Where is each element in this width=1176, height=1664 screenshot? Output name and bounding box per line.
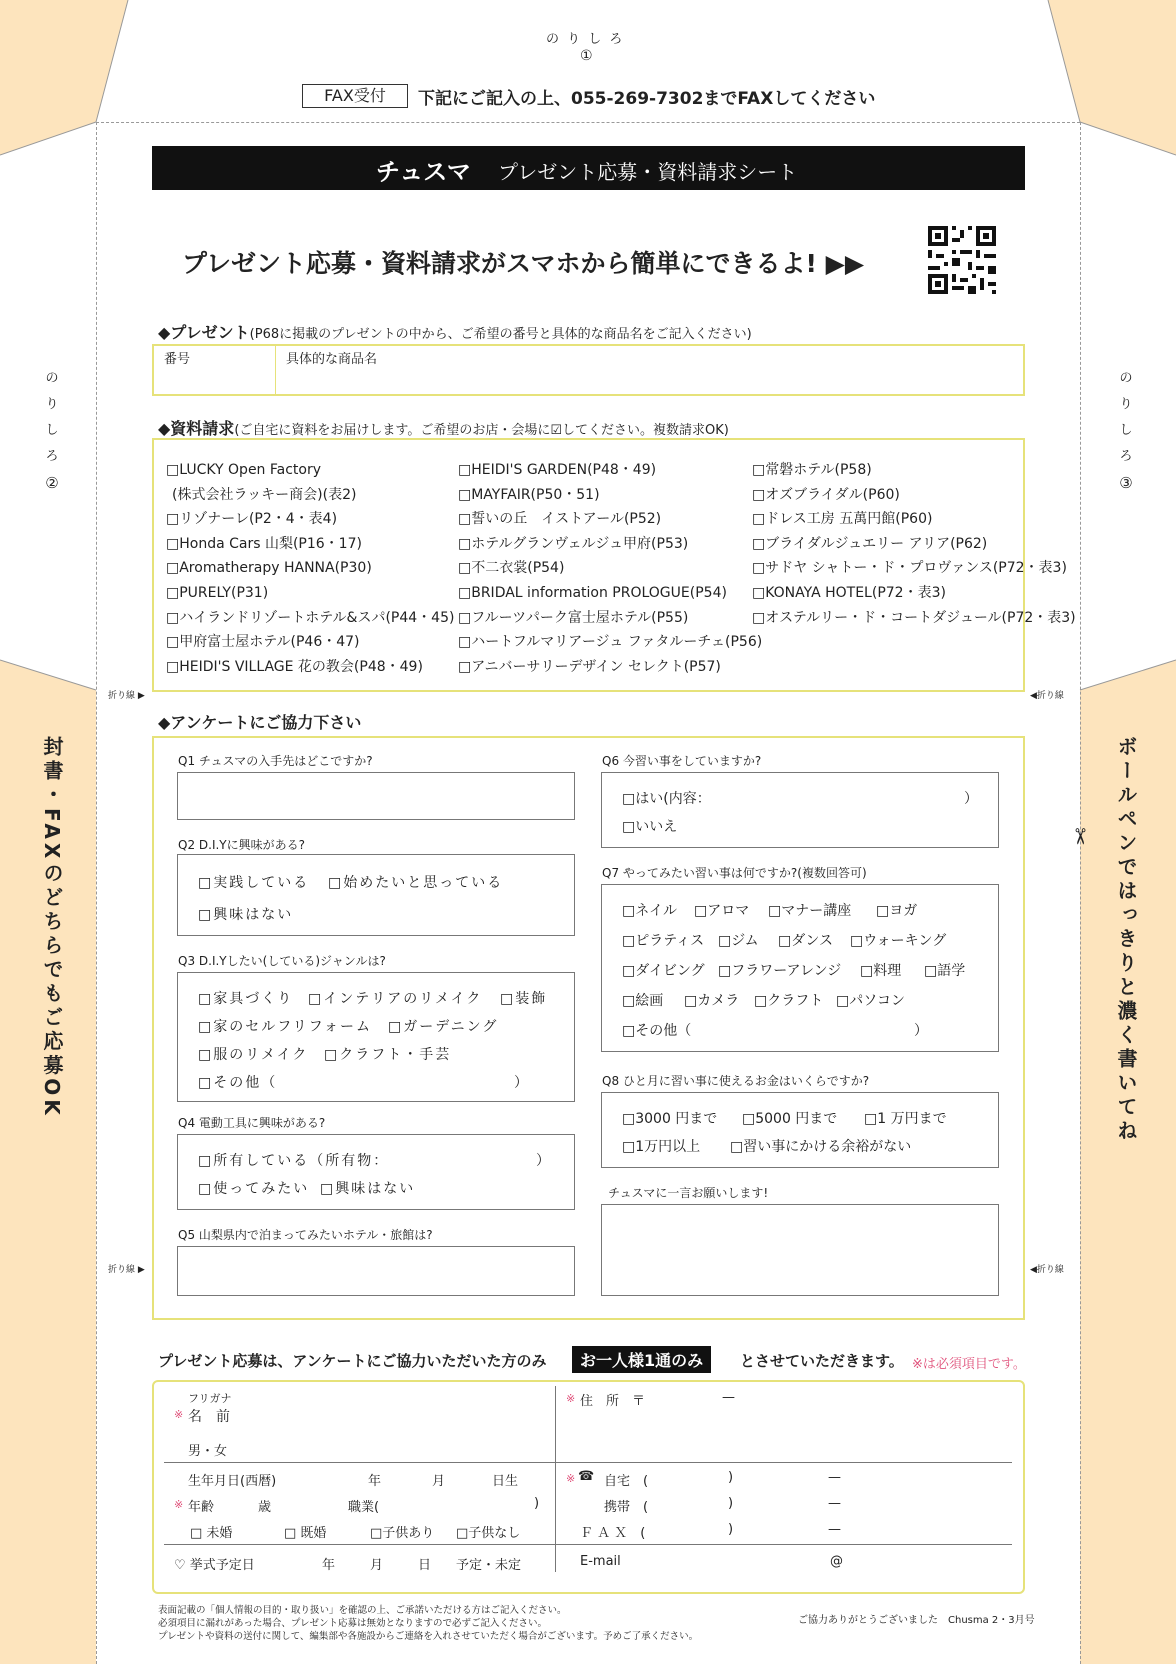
q7-opt-camera[interactable]: □カメラ [684,993,740,1009]
gender-select[interactable]: 男・女 [188,1444,228,1459]
fold-label: 折り線 [1036,1265,1064,1275]
wedding-month: 月 [370,1558,384,1573]
right-glue-char: ろ [1119,449,1133,464]
q6-opt-yes[interactable]: □はい(内容： [622,791,711,807]
furigana-label: フリガナ [188,1392,232,1405]
email-at: @ [830,1554,843,1569]
q3-opt-gardening[interactable]: □ガーデニング [388,1019,499,1035]
right-glue-char: の [1119,371,1133,386]
age-unit: 歳 [258,1500,272,1515]
request-column-2 [458,458,762,679]
footer-note: 必須項目に漏れがあった場合、プレゼント応募は無効となりますので必ずご記入ください。 [158,1618,548,1629]
q2-opt-want-start[interactable]: □始めたいと思っている [328,875,504,891]
banner-brand: チュスマ [376,158,471,186]
q3-opt-self-reform[interactable]: □家のセルフリフォーム [198,1019,372,1035]
request-item-fataluce[interactable]: □ハートフルマリアージュ ファタルーチェ(P56) [458,634,763,651]
fold-mark-left-upper: 折り線 ▶ [108,691,145,701]
footer-note: プレゼントや資料の送付に関して、編集部や各施設からご連絡を入れさせていただく場合がございます。予めご了承ください。 [158,1631,699,1642]
mobile-dash: — [828,1496,841,1511]
request-item-dress-kobo[interactable]: □ドレス工房 五萬円館(P60) [752,511,933,528]
email-field[interactable] [650,1550,1010,1570]
footer-thanks: ご協力ありがとうございました Chusma 2・3月号 [798,1615,1035,1626]
q4-box [177,1134,575,1210]
request-item-fruit-park[interactable]: □フルーツパーク富士屋ホテル(P55) [458,609,689,626]
q3-opt-other[interactable]: □その他（ [198,1075,278,1091]
q3-other-close: ） [514,1075,528,1091]
birth-year: 年 [368,1474,382,1489]
fax-instruction: 下記にご記入の上、055-269-7302までFAXしてください [418,89,876,109]
request-item-mayfair[interactable]: □MAYFAIR(P50・51) [458,486,600,503]
applicant-row-line-2 [164,1544,1012,1545]
marital-married[interactable]: □ 既婚 [284,1526,327,1541]
q2-opt-not-interested[interactable]: □興味はない [198,907,294,923]
q8-opt-3000[interactable]: □3000 円まで [622,1111,718,1127]
q6-opt-no[interactable]: □いいえ [622,819,678,835]
q7-opt-dance[interactable]: □ダンス [778,933,833,949]
request-item-anniversary[interactable]: □アニバーサリーデザイン セレクト(P57) [458,658,721,675]
q7-opt-other[interactable]: □その他（ [622,1023,692,1039]
request-item-tokiwa[interactable]: □常磐ホテル(P58) [752,462,872,478]
q7-label: Q7 やってみたい習い事は何ですか?(複数回答可) [602,866,867,880]
q7-opt-pilates[interactable]: □ピラティス [622,933,705,949]
q7-opt-pc[interactable]: □パソコン [836,993,905,1009]
fold-mark-right-upper: ◀折り線 [1030,691,1064,701]
home-phone-close: ) [728,1470,734,1485]
right-vertical-message: ボールペンではっきりと濃く書いてね [1114,736,1138,1144]
present-number-label: 番号 [164,352,191,367]
phone-icon: ☎ [578,1469,595,1484]
q3-opt-craft[interactable]: □クラフト・手芸 [324,1047,452,1063]
wedding-year: 年 [322,1558,336,1573]
qr-code-icon[interactable] [926,224,998,296]
fold-mark-left-lower: 折り線 ▶ [108,1265,145,1275]
address-field[interactable] [570,1408,1010,1458]
request-item-hostellerie[interactable]: □オステルリー・ド・コートダジュール(P72・表3) [752,609,1076,626]
q2-label: Q2 D.I.Yに興味がある? [178,838,306,852]
request-item-heidis-village[interactable]: □HEIDI'S VILLAGE 花の教会(P48・49) [166,658,423,675]
request-item-heidis-garden[interactable]: □HEIDI'S GARDEN(P48・49) [458,462,657,478]
birth-label: 生年月日(西暦) [188,1474,277,1489]
q7-opt-craft[interactable]: □クラフト [754,993,824,1009]
q5-label: Q5 山梨県内で泊まってみたいホテル・旅館は? [178,1228,433,1242]
request-item-highland[interactable]: □ハイランドリゾートホテル&スパ(P44・45) [166,609,455,626]
left-glue-char: し [45,423,59,438]
present-section-title [158,320,752,343]
children-yes[interactable]: □子供あり [370,1526,435,1541]
q4-own-close: ） [536,1153,550,1169]
right-glue-char: り [1119,397,1133,412]
fold-label: 折り線 [108,691,136,701]
q7-opt-language[interactable]: □語学 [924,963,966,979]
address-required-mark: ※ [566,1392,576,1405]
fax-badge: FAX受付 [302,84,408,108]
q8-opt-no-budget[interactable]: □習い事にかける余裕がない [730,1139,912,1155]
mobile-field[interactable] [650,1492,1000,1512]
name-label: 名 前 [188,1409,230,1425]
right-fold-line [1080,122,1081,1664]
q3-opt-interior[interactable]: □インテリアのリメイク [308,991,483,1007]
request-item-prologue[interactable]: □BRIDAL information PROLOGUE(P54) [458,584,727,601]
job-label: 職業( [348,1500,380,1515]
home-phone-field[interactable] [650,1466,1000,1486]
q4-opt-want-try[interactable]: □使ってみたい [198,1181,310,1197]
q8-opt-over-10000[interactable]: □1万円以上 [622,1139,701,1155]
banner-title: プレゼント応募・資料請求シート [498,160,798,184]
wedding-date-field[interactable] [280,1550,440,1570]
marital-single[interactable]: □ 未婚 [190,1526,233,1541]
left-glue-char: の [45,371,59,386]
q7-opt-manners[interactable]: □マナー講座 [768,903,852,919]
fax-dash: — [828,1522,841,1537]
q6-box [601,772,999,848]
left-fold-line [96,122,97,1664]
applicant-row-line-1 [164,1462,1012,1463]
home-phone-dash: — [828,1470,841,1485]
home-phone-label: 自宅 ( [604,1474,649,1489]
birth-date-field[interactable] [300,1466,480,1486]
q1-answer-field[interactable] [177,772,575,820]
request-column-3 [752,458,1076,630]
request-note: (ご自宅に資料をお届けします。ご希望のお店・会場に☑してください。複数請求OK) [234,423,729,438]
request-item-risonare[interactable]: □リゾナーレ(P2・4・表4) [166,511,338,528]
footer-note: 表面記載の「個人情報の目的・取り扱い」を確認の上、ご承諾いただける方はご記入ください。 [158,1605,567,1616]
mobile-label: 携帯 ( [604,1500,649,1515]
request-item-honda[interactable]: □Honda Cars 山梨(P16・17) [166,535,362,552]
top-fold-line [96,122,1080,123]
q7-opt-nail[interactable]: □ネイル [622,903,677,919]
q7-opt-painting[interactable]: □絵画 [622,993,664,1009]
q3-label: Q3 D.I.Yしたい(している)ジャンルは? [178,954,386,968]
q6-yes-close: ） [964,791,978,807]
request-item-lucky-company: (株式会社ラッキー商会)(表2) [172,486,357,503]
q3-opt-decoration[interactable]: □装飾 [500,991,548,1007]
glue-number-1: ① [580,48,593,64]
request-item-aria[interactable]: □ブライダルジュエリー アリア(P62) [752,535,988,552]
birth-month: 月 [432,1474,446,1489]
left-glue-char: り [45,397,59,412]
q7-opt-aroma[interactable]: □アロマ [694,903,750,919]
q8-box [601,1092,999,1168]
age-label: 年齢 [188,1500,215,1515]
fold-label: 折り線 [108,1265,136,1275]
request-item-oz[interactable]: □オズブライダル(P60) [752,486,900,503]
q7-opt-yoga[interactable]: □ヨガ [876,903,918,919]
q7-opt-diving[interactable]: □ダイビング [622,963,705,979]
comment-field[interactable] [601,1204,999,1296]
request-item-lucky[interactable]: □LUCKY Open Factory [166,462,322,478]
request-item-purely[interactable]: □PURELY(P31) [166,584,269,601]
request-item-kofu-fujiya[interactable]: □甲府富士屋ホテル(P46・47) [166,634,360,651]
q7-opt-flower[interactable]: □フラワーアレンジ [718,963,842,979]
q1-label: Q1 チュスマの入手先はどこですか? [178,754,373,768]
request-item-fuji-isho[interactable]: □不二衣裳(P54) [458,560,565,577]
name-required-mark: ※ [174,1408,184,1421]
present-title: ◆プレゼント [158,323,250,342]
fax-close: ) [728,1522,734,1537]
request-item-hanna[interactable]: □Aromatherapy HANNA(P30) [166,560,372,577]
one-per-person-badge: お一人様1通のみ [572,1346,711,1373]
job-field[interactable] [390,1492,530,1512]
wedding-date-label: ♡ 挙式予定日 [174,1558,255,1573]
q7-other-close: ） [914,1023,928,1039]
q8-label: Q8 ひと月に習い事に使えるお金はいくらですか? [602,1074,870,1088]
email-label: E-mail [580,1554,621,1569]
present-number-field[interactable] [155,366,273,392]
promo-headline: プレゼント応募・資料請求がスマホから簡単にできるよ! ▶▶ [182,249,865,278]
request-item-sadoya[interactable]: □サドヤ シャトー・ド・プロヴァンス(P72・表3) [752,560,1067,577]
request-item-grand-verge[interactable]: □ホテルグランヴェルジュ甲府(P53) [458,535,689,552]
children-no[interactable]: □子供なし [456,1526,521,1541]
fax-label: Ｆ Ａ Ｘ ( [580,1526,646,1541]
postal-dash: — [722,1390,735,1405]
present-product-label: 具体的な商品名 [286,352,378,367]
present-divider [275,346,276,394]
q6-label: Q6 今習い事をしていますか? [602,754,762,768]
request-section-title [158,416,729,439]
mobile-close: ) [728,1496,734,1511]
age-required-mark: ※ [174,1498,184,1511]
name-field[interactable] [250,1388,550,1428]
q5-answer-field[interactable] [177,1246,575,1296]
request-column-1 [166,458,454,679]
wedding-day: 日 [418,1558,432,1573]
fax-field[interactable] [650,1518,1000,1538]
fold-label: 折り線 [1036,691,1064,701]
left-glue-label [44,366,60,496]
q7-opt-cooking[interactable]: □料理 [860,963,902,979]
request-item-istoire[interactable]: □誓いの丘 イストアール(P52) [458,511,662,528]
left-glue-char: ろ [45,449,59,464]
phone-required-mark: ※ [566,1472,576,1485]
left-vertical-message: 封書・FAXのどちらでもご応募OK [40,736,64,1119]
request-title: ◆資料請求 [158,419,235,438]
right-glue-label [1118,366,1134,496]
present-note: (P68に掲載のプレゼントの中から、ご希望の番号と具体的な商品名をご記入ください) [249,327,752,342]
q8-opt-10000[interactable]: □1 万円まで [864,1111,947,1127]
q4-opt-not-interested[interactable]: □興味はない [320,1181,416,1197]
survey-section-title: ◆アンケートにご協力下さい [158,713,362,732]
glue-label-1: の り し ろ [546,32,625,47]
address-label: 住 所 〒 [580,1394,646,1409]
left-glue-char: ② [45,474,59,492]
q2-opt-practicing[interactable]: □実践している [198,875,310,891]
job-close: ) [534,1496,540,1511]
q3-opt-clothes[interactable]: □服のリメイク [198,1047,309,1063]
footer-notes [158,1604,698,1643]
q4-label: Q4 電動工具に興味がある? [178,1116,326,1130]
birth-day: 日生 [492,1474,519,1489]
q3-opt-furniture[interactable]: □家具づくり [198,991,294,1007]
fold-mark-right-lower: ◀折り線 [1030,1265,1064,1275]
right-glue-char: ③ [1119,474,1133,492]
comment-label: チュスマに一言お願いします! [608,1186,769,1200]
applicant-tail: とさせていただきます。 [740,1352,904,1370]
wedding-plan-select[interactable]: 予定・未定 [456,1558,522,1573]
present-product-field[interactable] [278,366,1022,392]
request-item-konaya[interactable]: □KONAYA HOTEL(P72・表3) [752,584,946,601]
scissors-icon: ✂ [1066,827,1092,846]
q7-opt-gym[interactable]: □ジム [718,933,759,949]
q4-opt-own[interactable]: □所有している（所有物： [198,1153,390,1169]
age-field[interactable] [222,1492,256,1512]
right-glue-char: し [1119,423,1133,438]
q8-opt-5000[interactable]: □5000 円まで [742,1111,838,1127]
q7-opt-walking[interactable]: □ウォーキング [850,933,947,949]
required-note: ※は必須項目です。 [912,1357,1026,1372]
applicant-lead: プレゼント応募は、アンケートにご協力いただいた方のみ [158,1352,547,1370]
